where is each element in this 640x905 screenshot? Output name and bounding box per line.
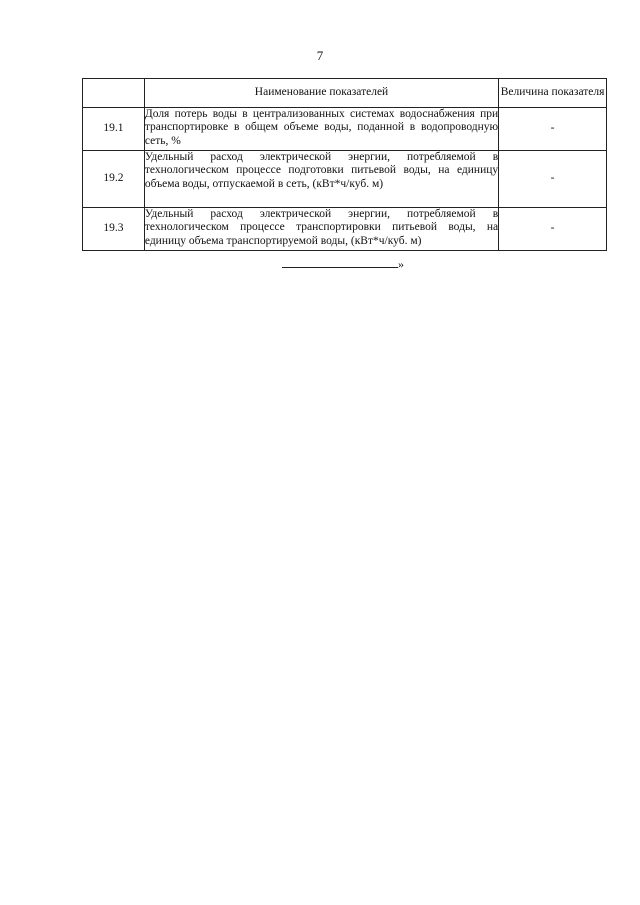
row-name-cell: Удельный расход электрической энергии, потребляемой в технологическом процессе транспортировки питьевой воды, на единицу объема транспортируемой воды, (кВт*ч/куб. м) (144, 208, 498, 251)
row-number-cell: 19.2 (83, 151, 145, 208)
row-number-cell: 19.3 (83, 208, 145, 251)
closing-quote-mark: » (398, 257, 404, 271)
row-value-cell: - (499, 108, 607, 151)
closing-line (282, 257, 404, 272)
table-row (83, 108, 607, 151)
indicators-table (82, 78, 607, 251)
row-number-cell: 19.1 (83, 108, 145, 151)
signature-rule (282, 257, 398, 268)
header-name-cell: Наименование показателей (144, 79, 498, 108)
row-name-cell: Доля потерь воды в централизованных системах водоснабжения при транспортировке в общем объеме воды, поданной в водопроводную сеть, % (144, 108, 498, 151)
row-name-cell: Удельный расход электрической энергии, потребляемой в технологическом процессе подготовки питьевой воды, на единицу объема воды, отпускаемой в сеть, (кВт*ч/куб. м) (144, 151, 498, 208)
table-row (83, 208, 607, 251)
table-row (83, 151, 607, 208)
row-value-cell: - (499, 151, 607, 208)
table-header-row (83, 79, 607, 108)
row-value-cell: - (499, 208, 607, 251)
page-number: 7 (316, 48, 324, 63)
header-value-cell: Величина показателя (499, 79, 607, 108)
header-number-cell (83, 79, 145, 108)
